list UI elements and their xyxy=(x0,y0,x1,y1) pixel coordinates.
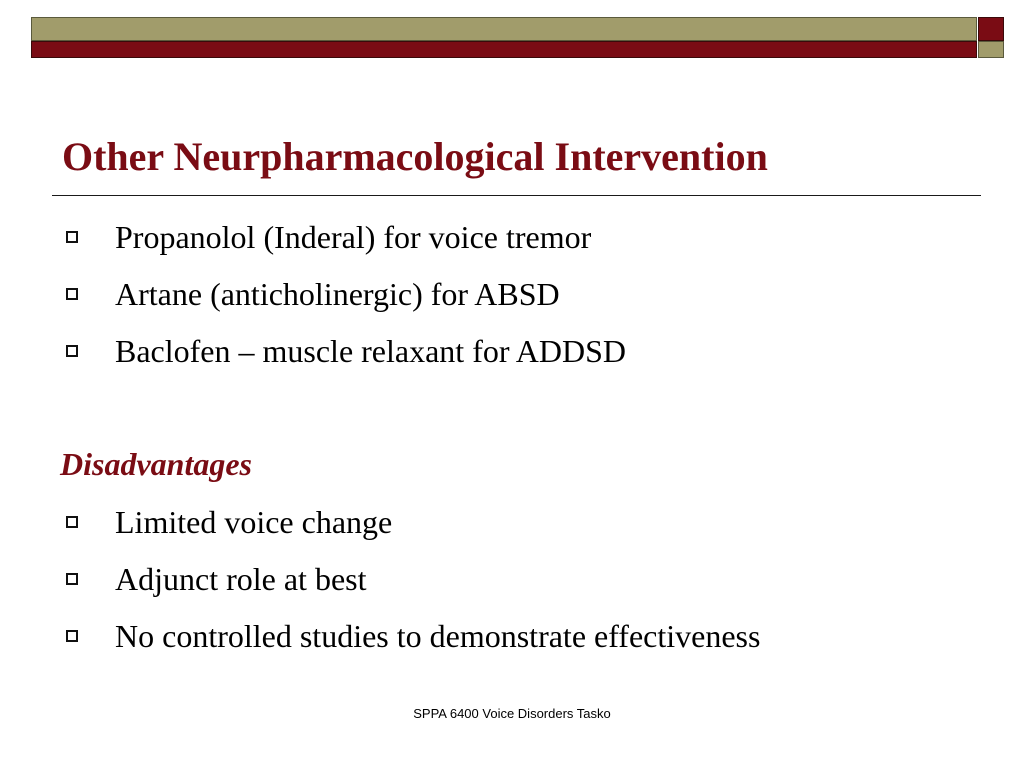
bullet-text: No controlled studies to demonstrate effectiveness xyxy=(115,618,761,654)
hollow-square-icon xyxy=(66,231,78,243)
banner-olive-bar xyxy=(31,17,977,41)
bullet-text: Adjunct role at best xyxy=(115,561,367,597)
bullet-text: Artane (anticholinergic) for ABSD xyxy=(115,276,560,312)
banner-corner-olive xyxy=(978,41,1004,58)
banner-corner-maroon xyxy=(978,17,1004,41)
title-divider xyxy=(52,195,981,196)
slide-footer: SPPA 6400 Voice Disorders Tasko xyxy=(413,706,611,721)
hollow-square-icon xyxy=(66,630,78,642)
banner-maroon-bar xyxy=(31,41,977,58)
bullet-text: Propanolol (Inderal) for voice tremor xyxy=(115,219,592,255)
hollow-square-icon xyxy=(66,288,78,300)
disadvantages-heading: Disadvantages xyxy=(60,446,252,482)
hollow-square-icon xyxy=(66,345,78,357)
hollow-square-icon xyxy=(66,573,78,585)
slide-title: Other Neurpharmacological Intervention xyxy=(62,134,768,179)
hollow-square-icon xyxy=(66,516,78,528)
bullet-text: Baclofen – muscle relaxant for ADDSD xyxy=(115,333,626,369)
bullet-text: Limited voice change xyxy=(115,504,393,540)
